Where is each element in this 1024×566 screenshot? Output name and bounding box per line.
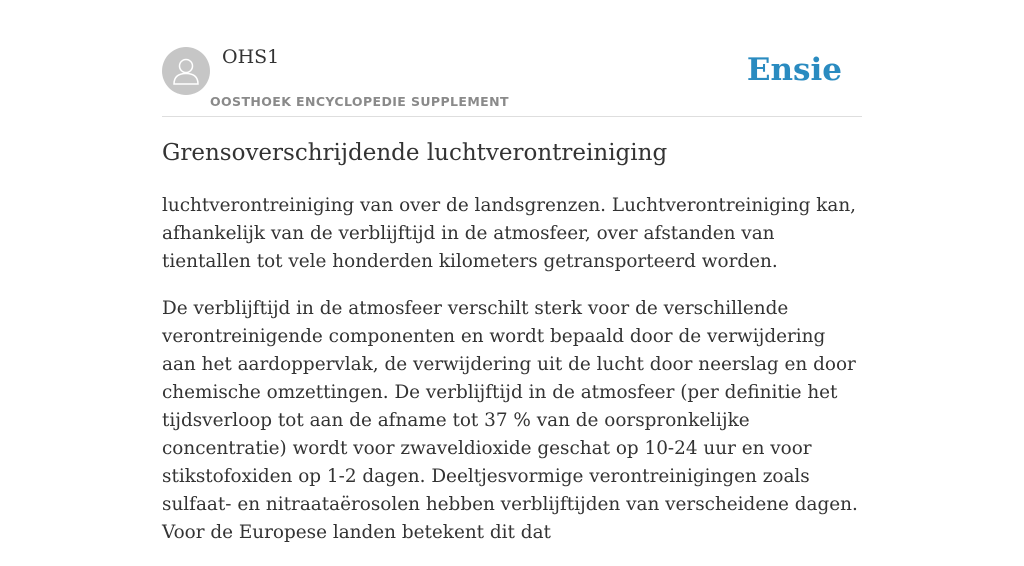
publication-link[interactable]: OOSTHOEK ENCYCLOPEDIE SUPPLEMENT <box>210 94 509 109</box>
article-body <box>162 192 862 566</box>
article-header <box>162 0 862 117</box>
ensie-logo[interactable]: Ensie <box>746 52 842 88</box>
article-title: Grensoverschrijdende luchtverontreiniging <box>162 140 668 166</box>
user-avatar-icon[interactable] <box>162 47 210 95</box>
article-paragraph: luchtverontreiniging van over de landsgrenzen. Luchtverontreiniging kan, afhankelijk van de verblijftijd in de atmosfeer, over afstanden van tientallen tot vele honderden kilometers getransporteerd worden. <box>162 195 857 272</box>
article-paragraph: De verblijftijd in de atmosfeer verschilt sterk voor de verschillende verontreinigende componenten en wordt bepaald door de verwijdering aan het aardoppervlak, de verwijdering uit de lucht door neerslag en door chemische omzettingen. De verblijftijd in de atmosfeer (per definitie het tijdsverloop tot aan de afname tot 37 % van de oorspronkelijke concentratie) wordt voor zwaveldioxide geschat op 10-24 uur en voor stikstofoxiden op 1-2 dagen. Deeltjesvormige verontreinigingen zoals sulfaat- en nitraataërosolen hebben verblijftijden van verscheidene dagen. Voor de Europese landen betekent dit dat <box>162 298 858 543</box>
author-link[interactable]: OHS1 <box>222 46 280 68</box>
